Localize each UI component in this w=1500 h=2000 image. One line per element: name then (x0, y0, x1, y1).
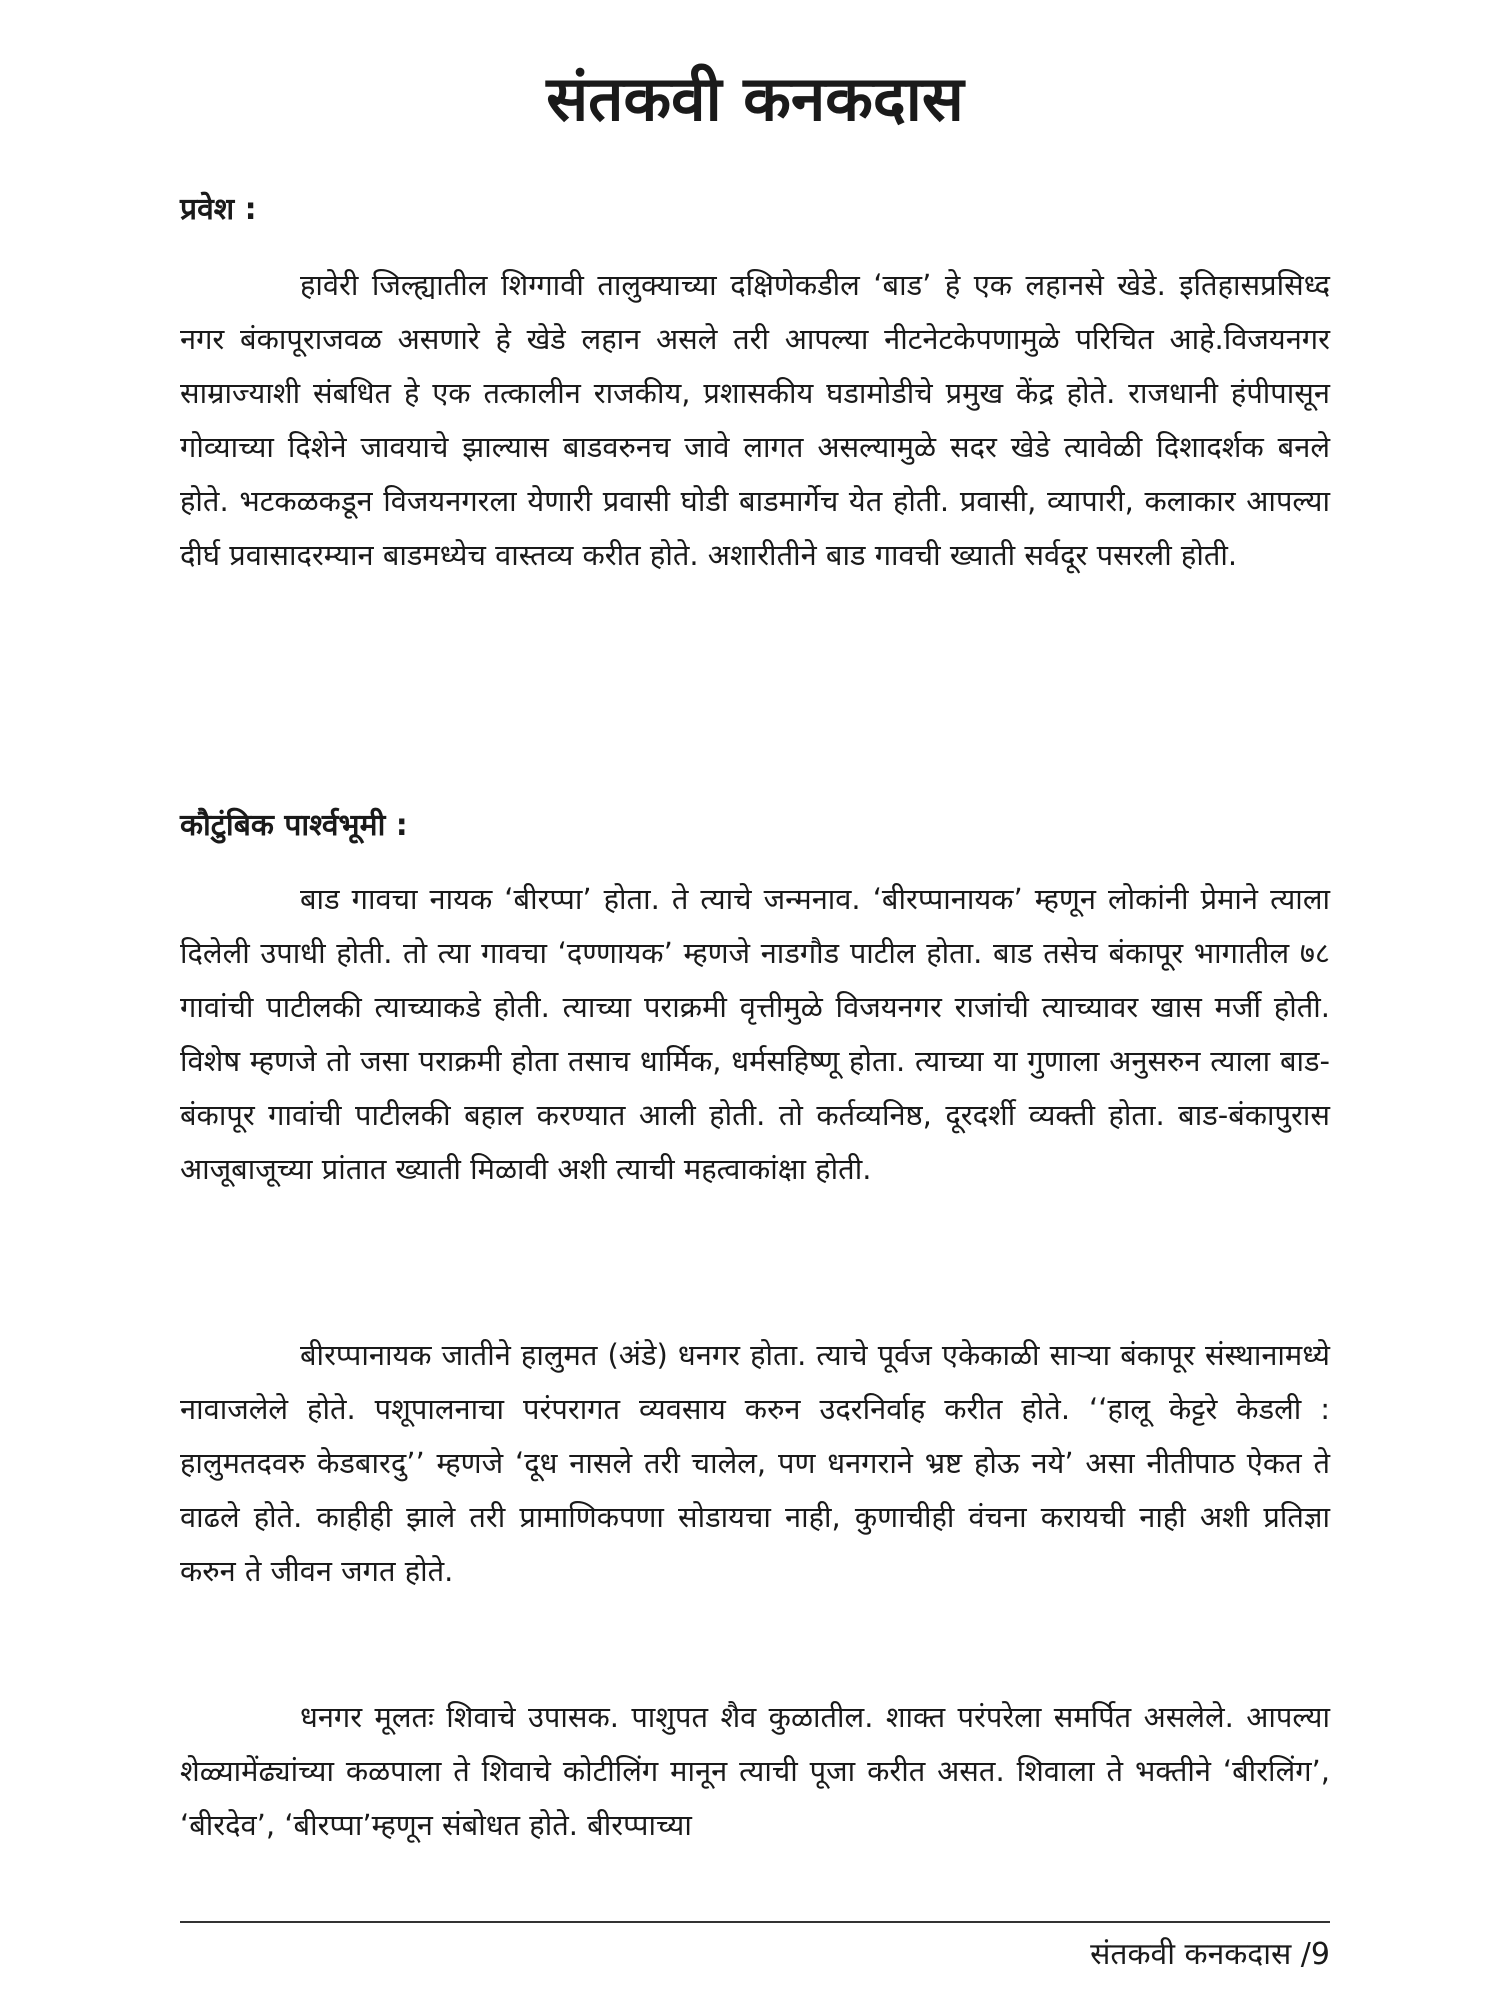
paragraph-entry: हावेरी जिल्ह्यातील शिग्गावी तालुक्याच्या दक्षिणेकडील ‘बाड’ हे एक लहानसे खेडे. इतिहासप्रसिध्द नगर बंकापूराजवळ असणारे हे खेडे लहान असले तरी आपल्या नीटनेटकेपणामुळे परिचित आहे.विजयनगर साम्राज्याशी संबधित हे एक तत्कालीन राजकीय, प्रशासकीय घडामोडीचे प्रमुख केंद्र होते. राजधानी हंपीपासून गोव्याच्या दिशेने जावयाचे झाल्यास बाडवरुनच जावे लागत असल्यामुळे सदर खेडे त्यावेळी दिशादर्शक बनले होते. भटकळकडून विजयनगरला येणारी प्रवासी घोडी बाडमार्गेच येत होती. प्रवासी, व्यापारी, कलाकार आपल्या दीर्घ प्रवासादरम्यान बाडमध्येच वास्तव्य करीत होते. अशारीतीने बाड गावची ख्याती सर्वदूर पसरली होती. (180, 268, 1330, 572)
page-title: संतकवी कनकदास (546, 62, 964, 135)
paragraph-family-3: धनगर मूलतः शिवाचे उपासक. पाशुपत शैव कुळातील. शाक्त परंपरेला समर्पित असलेले. आपल्या शेळ्यामेंढ्यांच्या कळपाला ते शिवाचे कोटीलिंग मानून त्याची पूजा करीत असत. शिवाला ते भक्तीने ‘बीरलिंग’, ‘बीरदेव’, ‘बीरप्पा’म्हणून संबोधत होते. बीरप्पाच्या (180, 1700, 1330, 1842)
footer-rule (180, 1921, 1330, 1923)
page-footer: संतकवी कनकदास /9 (1090, 1937, 1330, 1972)
document-page (180, 0, 1330, 2000)
section-heading-family-background: कौटुंबिक पार्श्वभूमी : (180, 808, 408, 843)
paragraph-family-1: बाड गावचा नायक ‘बीरप्पा’ होता. ते त्याचे जन्मनाव. ‘बीरप्पानायक’ म्हणून लोकांनी प्रेमाने त्याला दिलेली उपाधी होती. तो त्या गावचा ‘दण्णायक’ म्हणजे नाडगौड पाटील होता. बाड तसेच बंकापूर भागातील ७८ गावांची पाटीलकी त्याच्याकडे होती. त्याच्या पराक्रमी वृत्तीमुळे विजयनगर राजांची त्याच्यावर खास मर्जी होती. विशेष म्हणजे तो जसा पराक्रमी होता तसाच धार्मिक, धर्मसहिष्णू होता. त्याच्या या गुणाला अनुसरुन त्याला बाड-बंकापूर गावांची पाटीलकी बहाल करण्यात आली होती. तो कर्तव्यनिष्ठ, दूरदर्शी व्यक्ती होता. बाड-बंकापुरास आजूबाजूच्या प्रांतात ख्याती मिळावी अशी त्याची महत्वाकांक्षा होती. (180, 882, 1330, 1186)
section-heading-entry: प्रवेश : (180, 192, 257, 227)
paragraph-family-2: बीरप्पानायक जातीने हालुमत (अंडे) धनगर होता. त्याचे पूर्वज एकेकाळी साऱ्या बंकापूर संस्थानामध्ये नावाजलेले होते. पशूपालनाचा परंपरागत व्यवसाय करुन उदरनिर्वाह करीत होते. ‘‘हालू केट्टरे केडली : हालुमतदवरु केडबारदु’’ म्हणजे ‘दूध नासले तरी चालेल, पण धनगराने भ्रष्ट होऊ नये’ असा नीतीपाठ ऐकत ते वाढले होते. काहीही झाले तरी प्रामाणिकपणा सोडायचा नाही, कुणाचीही वंचना करायची नाही अशी प्रतिज्ञा करुन ते जीवन जगत होते. (180, 1338, 1330, 1588)
